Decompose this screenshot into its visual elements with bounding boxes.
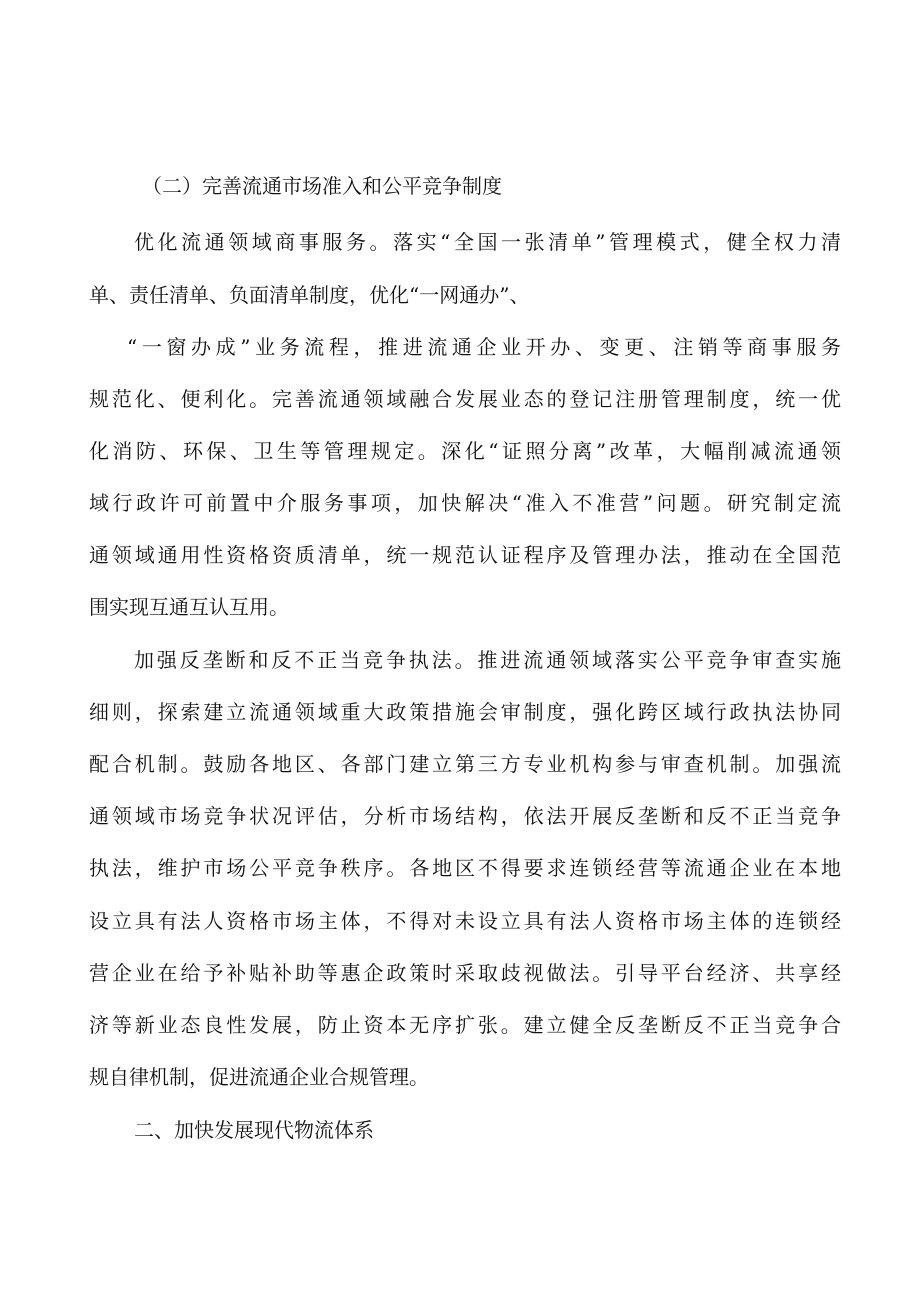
paragraph-line: 通领域市场竞争状况评估，分析市场结构，依法开展反垄断和反不正当竞争 (89, 804, 841, 828)
paragraph-line: 规范化、便利化。完善流通领域融合发展业态的登记注册管理制度，统一优 (89, 387, 841, 411)
paragraph-line: 优化流通领域商事服务。落实“全国一张清单”管理模式，健全权力清 (134, 230, 841, 254)
paragraph-line: 通领域通用性资格资质清单，统一规范认证程序及管理办法，推动在全国范 (89, 543, 841, 567)
paragraph-line: 细则，探索建立流通领域重大政策措施会审制度，强化跨区域行政执法协同 (89, 700, 841, 724)
paragraph-line: 济等新业态良性发展，防止资本无序扩张。建立健全反垄断反不正当竞争合 (89, 1013, 841, 1037)
paragraph-line: 加强反垄断和反不正当竞争执法。推进流通领域落实公平竞争审查实施 (134, 648, 841, 672)
section-heading: （二）完善流通市场准入和公平竞争制度 (142, 174, 502, 198)
paragraph-line: 域行政许可前置中介服务事项，加快解决“准入不准营”问题。研究制定流 (89, 491, 841, 515)
paragraph-line: 围实现互通互认互用。 (89, 595, 289, 619)
paragraph-line: 化消防、环保、卫生等管理规定。深化“证照分离”改革，大幅削减流通领 (89, 439, 841, 463)
paragraph-line: 设立具有法人资格市场主体，不得对未设立具有法人资格市场主体的连锁经 (89, 909, 841, 933)
paragraph-line: 单、责任清单、负面清单制度，优化“一网通办”、 (89, 283, 530, 307)
section-heading: 二、加快发展现代物流体系 (134, 1118, 374, 1142)
paragraph-line: “一窗办成”业务流程，推进流通企业开办、变更、注销等商事服务 (127, 335, 841, 359)
paragraph-line: 配合机制。鼓励各地区、各部门建立第三方专业机构参与审查机制。加强流 (89, 752, 841, 776)
paragraph-line: 规自律机制，促进流通企业合规管理。 (89, 1065, 429, 1089)
paragraph-line: 营企业在给予补贴补助等惠企政策时采取歧视做法。引导平台经济、共享经 (89, 961, 841, 985)
paragraph-line: 执法，维护市场公平竞争秩序。各地区不得要求连锁经营等流通企业在本地 (89, 856, 841, 880)
